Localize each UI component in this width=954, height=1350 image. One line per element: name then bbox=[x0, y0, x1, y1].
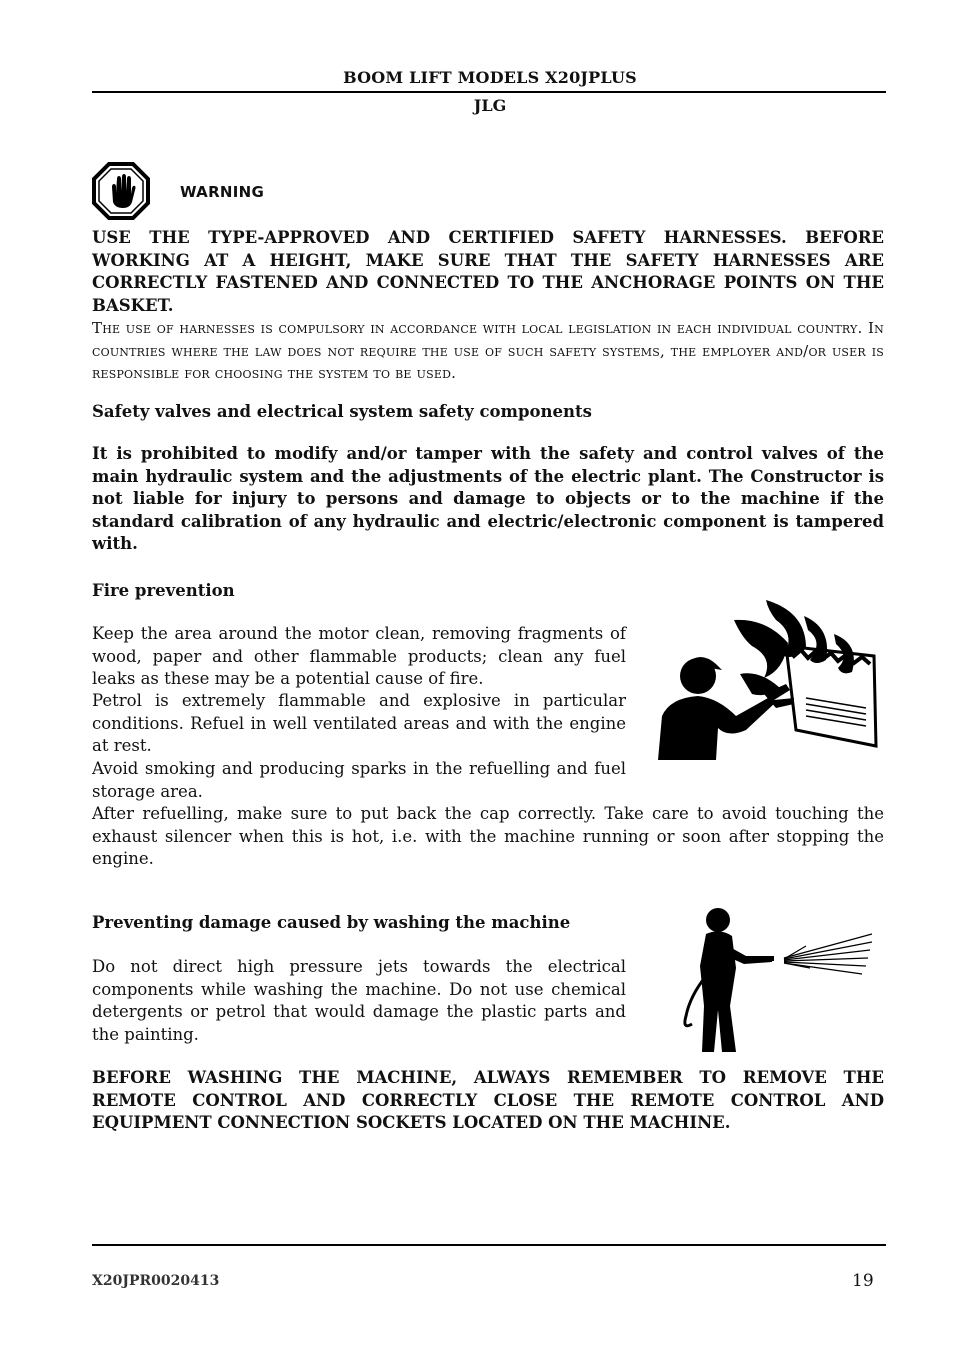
safety-valves-heading: Safety valves and electrical system safety components bbox=[92, 402, 592, 421]
fire-paragraph-2: Petrol is extremely flammable and explosive in particular conditions. Refuel in well ventilated areas and with the engine at rest. bbox=[92, 691, 626, 755]
footer-rule bbox=[92, 1244, 886, 1246]
fire-paragraph-4: After refuelling, make sure to put back the cap correctly. Take care to avoid touching the exhaust silencer when this is hot, i.e. with the machine running or soon after stopping the engine. bbox=[92, 804, 884, 868]
header-rule bbox=[92, 91, 886, 93]
stop-hand-icon bbox=[92, 162, 150, 220]
harness-note: The use of harnesses is compulsory in accordance with local legislation in each individual country. In countries where the law does not require the use of such safety systems, the employer and/or user is responsible for choosing the system to be used. bbox=[92, 319, 884, 382]
fire-hazard-icon bbox=[656, 598, 878, 760]
page-number: 19 bbox=[852, 1271, 874, 1291]
fire-paragraph-3: Avoid smoking and producing sparks in the refuelling and fuel storage area. bbox=[92, 759, 626, 801]
document-code: X20JPR0020413 bbox=[92, 1273, 220, 1289]
washing-paragraph: Do not direct high pressure jets towards the electrical components while washing the machine. Do not use chemical detergents or petrol that would damage the plastic parts and the painting. bbox=[92, 957, 626, 1044]
washing-heading: Preventing damage caused by washing the machine bbox=[92, 913, 571, 932]
header-title: BOOM LIFT MODELS X20JPLUS bbox=[343, 68, 637, 87]
washing-warning: BEFORE WASHING THE MACHINE, ALWAYS REMEMBER TO REMOVE THE REMOTE CONTROL AND CORRECTLY CLOSE THE REMOTE CONTROL AND EQUIPMENT CONNECTION SOCKETS LOCATED ON THE MACHINE. bbox=[92, 1068, 884, 1132]
warning-text: USE THE TYPE-APPROVED AND CERTIFIED SAFETY HARNESSES. BEFORE WORKING AT A HEIGHT, MAKE SURE THAT THE SAFETY HARNESSES ARE CORRECTLY FASTENED AND CONNECTED TO THE ANCHORAGE POINTS ON THE BASKET. bbox=[92, 228, 884, 315]
safety-valves-text: It is prohibited to modify and/or tamper with the safety and control valves of the main hydraulic system and the adjustments of the electric plant. The Constructor is not liable for injury to persons and damage to objects or to the machine if the standard calibration of any hydraulic and electric/electronic component is tampered with. bbox=[92, 444, 884, 553]
fire-prevention-heading: Fire prevention bbox=[92, 581, 235, 600]
pressure-washer-icon bbox=[676, 906, 876, 1056]
header-subtitle: JLG bbox=[473, 96, 507, 115]
fire-paragraph-1: Keep the area around the motor clean, removing fragments of wood, paper and other flammable products; clean any fuel leaks as these may be a potential cause of fire. bbox=[92, 624, 626, 688]
warning-label: WARNING bbox=[180, 183, 265, 201]
